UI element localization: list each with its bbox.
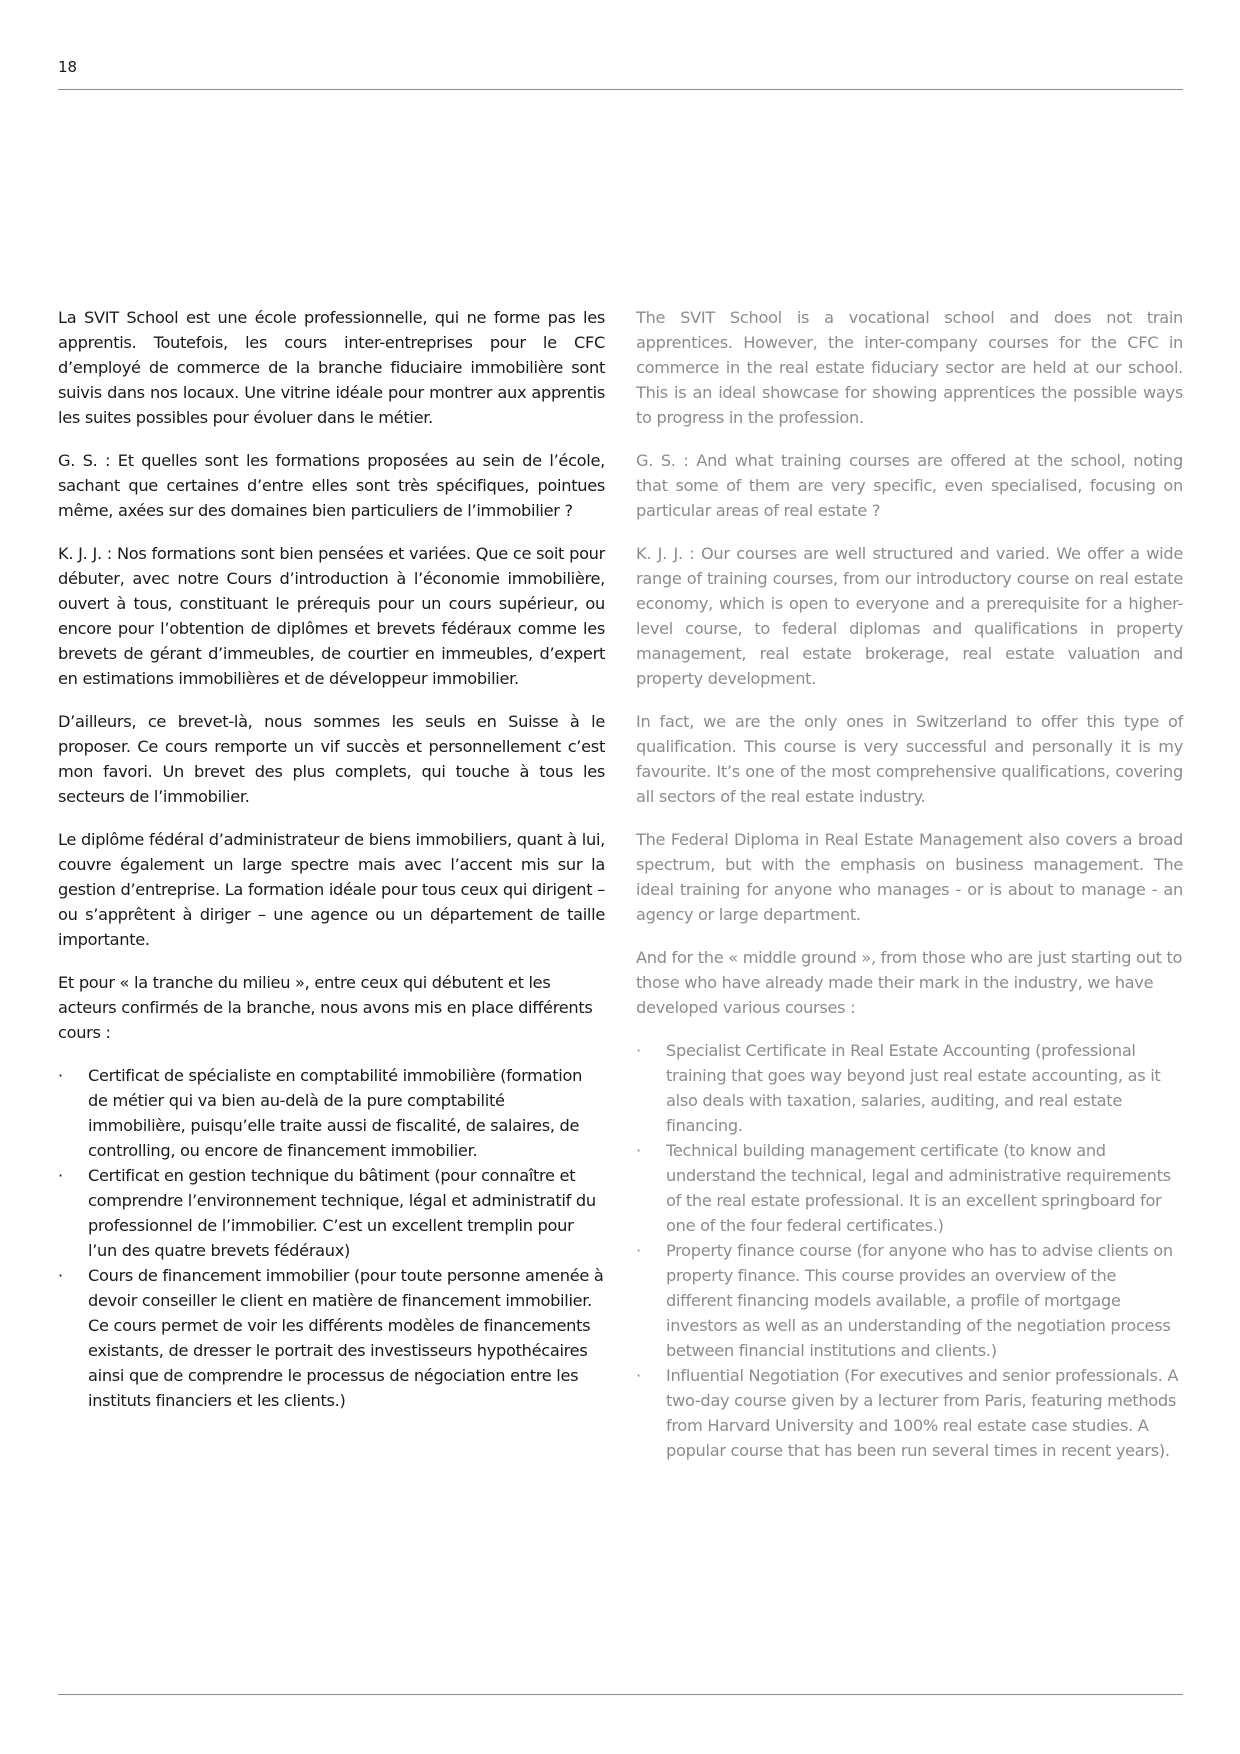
interviewer-question: G. S. : Et quelles sont les formations proposées au sein de l’école, sachant que certaines d’entre elles sont très spécifiques, pointues même, axées sur des domaines bien particuliers de l’immobilier ? xyxy=(58,451,605,520)
course-list xyxy=(636,1038,1183,1463)
paragraph-diplome: Le diplôme fédéral d’administrateur de biens immobiliers, quant à lui, couvre également un large spectre mais avec l’accent mis sur la gestion d’entreprise. La formation idéale pour tous ceux qui dirigent – ou s’apprêtent à diriger – une agence ou un département de taille importante. xyxy=(58,830,605,949)
bullet-icon: · xyxy=(58,1066,63,1085)
list-item-text: Certificat de spécialiste en comptabilité immobilière (formation de métier qui va bien au-delà de la pure comptabilité immobilière, puisqu’elle traite aussi de fiscalité, de salaires, de controlling, ou encore de financement immobilier. xyxy=(88,1066,583,1160)
paragraph-middle-ground: Et pour « la tranche du milieu », entre ceux qui débutent et les acteurs confirmés de la branche, nous avons mis en place différents cours : xyxy=(58,973,593,1042)
bullet-icon: · xyxy=(58,1166,63,1185)
bullet-icon: · xyxy=(636,1141,641,1160)
bullet-icon: · xyxy=(636,1366,641,1385)
list-item xyxy=(636,1238,1183,1363)
list-item xyxy=(636,1038,1183,1138)
list-item-text: Cours de financement immobilier (pour toute personne amenée à devoir conseiller le client en matière de financement immobilier. Ce cours permet de voir les différents modèles de financements existants, de dresser le portrait des investisseurs hypothécaires ainsi que de comprendre le processus de négociation entre les instituts financiers et les clients.) xyxy=(88,1266,604,1410)
interviewer-question: G. S. : And what training courses are offered at the school, noting that some of them are very specific, even specialised, focusing on particular areas of real estate ? xyxy=(636,451,1183,520)
english-column xyxy=(636,305,1183,1463)
footer-divider xyxy=(58,1694,1183,1695)
interviewee-answer: K. J. J. : Our courses are well structured and varied. We offer a wide range of training courses, from our introductory course on real estate economy, which is open to everyone and a prerequisite for a higher-level course, to federal diplomas and qualifications in property management, real estate brokerage, real estate valuation and property development. xyxy=(636,544,1183,688)
list-item-text: Influential Negotiation (For executives and senior professionals. A two-day course given by a lecturer from Paris, featuring methods from Harvard University and 100% real estate case studies. A popular course that has been run several times in recent years). xyxy=(666,1366,1179,1460)
bullet-icon: · xyxy=(636,1241,641,1260)
list-item-text: Property finance course (for anyone who has to advise clients on property finance. This course provides an overview of the different financing models available, a profile of mortgage investors as well as an understanding of the negotiation process between financial institutions and clients.) xyxy=(666,1241,1173,1360)
list-item xyxy=(58,1063,605,1163)
bullet-icon: · xyxy=(58,1266,63,1285)
list-item xyxy=(58,1163,605,1263)
paragraph-middle-ground: And for the « middle ground », from those who are just starting out to those who have already made their mark in the industry, we have developed various courses : xyxy=(636,948,1183,1017)
page-number: 18 xyxy=(58,58,78,76)
header-divider xyxy=(58,89,1183,90)
bullet-icon: · xyxy=(636,1041,641,1060)
paragraph-diploma: The Federal Diploma in Real Estate Management also covers a broad spectrum, but with the emphasis on business management. The ideal training for anyone who manages - or is about to manage - an agency or large department. xyxy=(636,830,1183,924)
course-list xyxy=(58,1063,605,1413)
list-item-text: Certificat en gestion technique du bâtiment (pour connaître et comprendre l’environnement technique, légal et administratif du professionnel de l’immobilier. C’est un excellent tremplin pour l’un des quatre brevets fédéraux) xyxy=(88,1166,596,1260)
paragraph-intro: The SVIT School is a vocational school and does not train apprentices. However, the inter-company courses for the CFC in commerce in the real estate fiduciary sector are held at our school. This is an ideal showcase for showing apprentices the possible ways to progress in the profession. xyxy=(636,308,1183,427)
list-item xyxy=(636,1363,1183,1463)
interviewee-answer: K. J. J. : Nos formations sont bien pensées et variées. Que ce soit pour débuter, avec notre Cours d’introduction à l’économie immobilière, ouvert à tous, constituant le prérequis pour un cours supérieur, ou encore pour l’obtention de diplômes et brevets fédéraux comme les brevets de gérant d’immeubles, de courtier en immeubles, d’expert en estimations immobilières et de développeur immobilier. xyxy=(58,544,605,688)
paragraph-qualification: In fact, we are the only ones in Switzerland to offer this type of qualification. This course is very successful and personally it is my favourite. It’s one of the most comprehensive qualifications, covering all sectors of the real estate industry. xyxy=(636,712,1183,806)
paragraph-intro: La SVIT School est une école professionnelle, qui ne forme pas les apprentis. Toutefois, les cours inter-entreprises pour le CFC d’employé de commerce de la branche fiduciaire immobilière sont suivis dans nos locaux. Une vitrine idéale pour montrer aux apprentis les suites possibles pour évoluer dans le métier. xyxy=(58,308,605,427)
list-item xyxy=(636,1138,1183,1238)
list-item-text: Specialist Certificate in Real Estate Accounting (professional training that goes way beyond just real estate accounting, as it also deals with taxation, salaries, auditing, and real estate financing. xyxy=(666,1041,1161,1135)
list-item-text: Technical building management certificate (to know and understand the technical, legal and administrative requirements of the real estate professional. It is an excellent springboard for one of the four federal certificates.) xyxy=(666,1141,1171,1235)
french-column xyxy=(58,305,605,1413)
paragraph-brevet: D’ailleurs, ce brevet-là, nous sommes les seuls en Suisse à le proposer. Ce cours remporte un vif succès et personnellement c’est mon favori. Un brevet des plus complets, qui touche à tous les secteurs de l’immobilier. xyxy=(58,712,605,806)
list-item xyxy=(58,1263,605,1413)
